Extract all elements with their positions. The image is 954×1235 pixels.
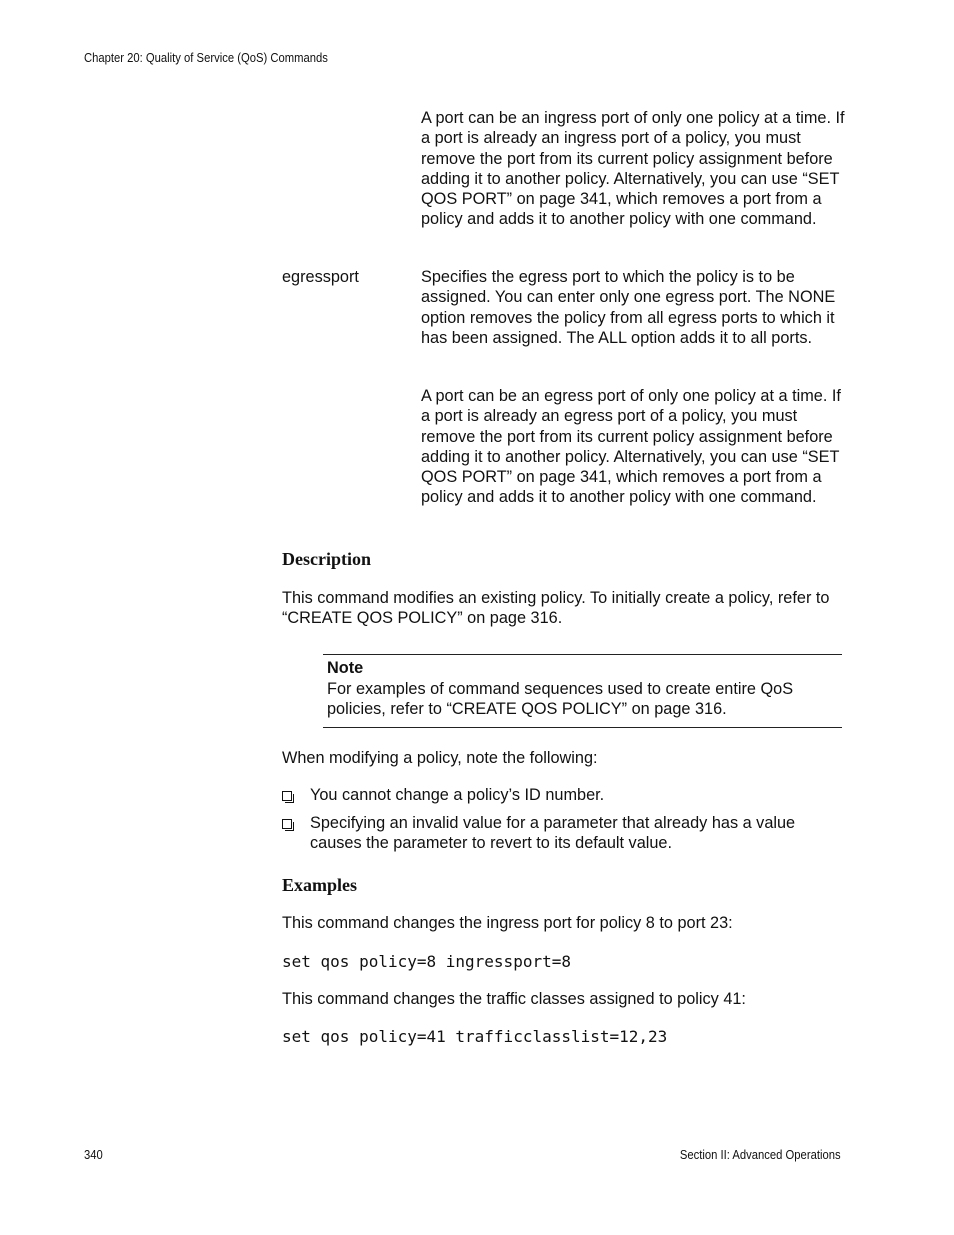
checkbox-bullet-icon xyxy=(282,819,292,829)
description-heading: Description xyxy=(282,549,371,569)
note-title: Note xyxy=(327,659,364,677)
checkbox-bullet-icon xyxy=(282,791,292,801)
note-box xyxy=(323,654,842,728)
running-header: Chapter 20: Quality of Service (QoS) Commands xyxy=(84,51,328,65)
param-term-egressport: egressport xyxy=(282,268,359,286)
examples-heading: Examples xyxy=(282,875,358,895)
example-1-code: set qos policy=8 ingressport=8 xyxy=(282,952,571,971)
ingressport-continuation: A port can be an ingress port of only one policy at a time. If a port is already an ingress port of a policy, you must remove the port from its current policy assignment before adding it to another policy. Alternatively, you can use “SET QOS PORT” on page 341, which removes a port from a policy and adds it to another policy with one command. xyxy=(421,109,845,229)
section-footer: Section II: Advanced Operations xyxy=(680,1148,841,1162)
egressport-note-paragraph: A port can be an egress port of only one policy at a time. If a port is already an egress port of a policy, you must remove the port from its current policy assignment before adding it to another policy. Alternatively, you can use “SET QOS PORT” on page 341, which removes a port from a policy and adds it to another policy with one command. xyxy=(421,387,841,507)
example-2-code: set qos policy=41 trafficclasslist=12,23 xyxy=(282,1027,668,1046)
description-text: This command modifies an existing policy. To initially create a policy, refer to “CREATE QOS POLICY” on page 316. xyxy=(282,589,830,628)
page-number: 340 xyxy=(84,1148,103,1162)
example-2-text: This command changes the traffic classes assigned to policy 41: xyxy=(282,990,746,1008)
example-1-text: This command changes the ingress port for policy 8 to port 23: xyxy=(282,914,733,932)
modify-intro: When modifying a policy, note the following: xyxy=(282,749,598,767)
note-text: For examples of command sequences used to create entire QoS policies, refer to “CREATE QOS POLICY” on page 316. xyxy=(327,680,794,719)
param-desc-egressport: Specifies the egress port to which the policy is to be assigned. You can enter only one egress port. The NONE option removes the policy from all egress ports to which it has been assigned. The ALL option adds it to all ports. xyxy=(421,268,836,347)
